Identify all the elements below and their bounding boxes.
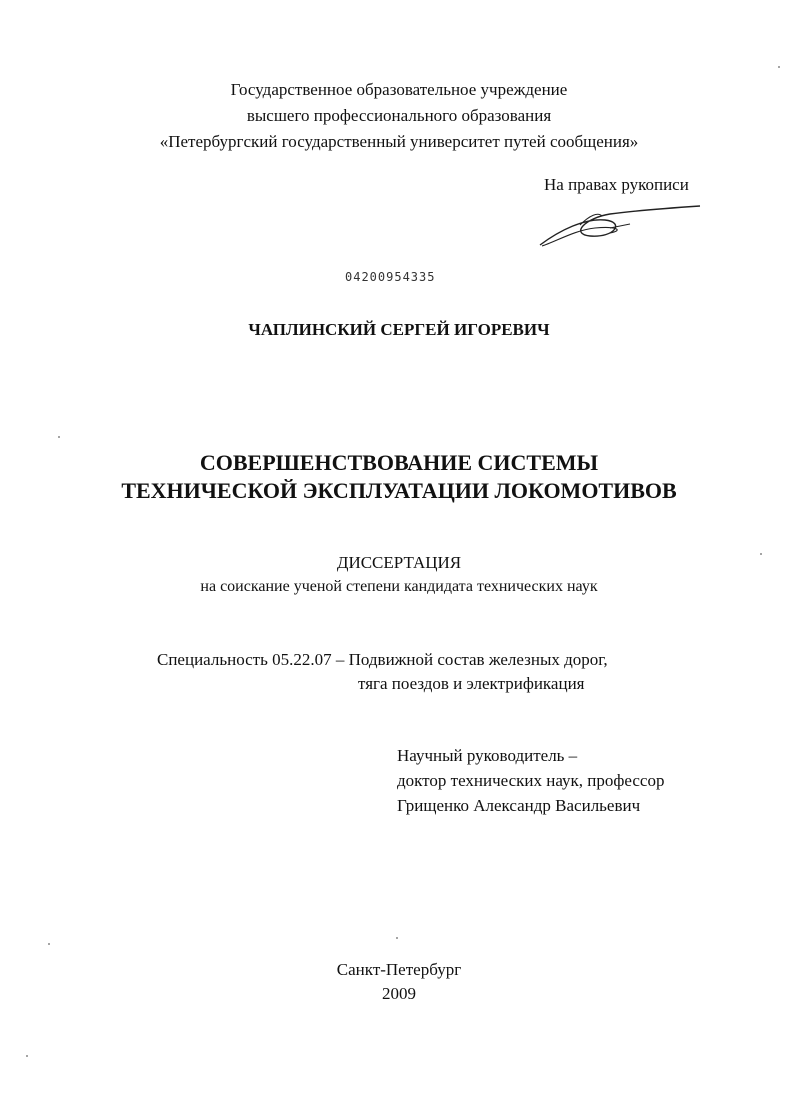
supervisor-label: Научный руководитель – (397, 746, 578, 765)
scan-speck (48, 943, 50, 945)
supervisor-name: Грищенко Александр Васильевич (397, 796, 641, 815)
handwritten-signature (530, 200, 705, 255)
institution-line-2: высшего профессионального образования (246, 106, 552, 125)
specialty-line-2: тяга поездов и электрификация (358, 674, 585, 693)
scan-speck (760, 553, 762, 555)
supervisor-degree: доктор технических наук, профессор (397, 771, 665, 790)
city: Санкт-Петербург (336, 960, 462, 979)
author-name: ЧАПЛИНСКИЙ СЕРГЕЙ ИГОРЕВИЧ (248, 320, 550, 339)
specialty-line-1: Специальность 05.22.07 – Подвижной состав железных дорог, (157, 650, 608, 669)
title-line-1: СОВЕРШЕНСТВОВАНИЕ СИСТЕМЫ (199, 450, 599, 475)
scan-speck (778, 66, 780, 68)
scan-speck (396, 937, 398, 939)
year: 2009 (382, 984, 416, 1003)
institution-line-1: Государственное образовательное учреждение (230, 80, 568, 99)
manuscript-note: На правах рукописи (544, 175, 689, 194)
dissertation-label: ДИССЕРТАЦИЯ (336, 553, 462, 572)
institution-line-3: «Петербургский государственный университет путей сообщения» (159, 132, 639, 151)
registration-number: 04200954335 (345, 270, 436, 284)
dissertation-purpose: на соискание ученой степени кандидата технических наук (200, 578, 598, 595)
scan-speck (58, 436, 60, 438)
scan-speck (26, 1055, 28, 1057)
title-line-2: ТЕХНИЧЕСКОЙ ЭКСПЛУАТАЦИИ ЛОКОМОТИВОВ (121, 478, 677, 503)
